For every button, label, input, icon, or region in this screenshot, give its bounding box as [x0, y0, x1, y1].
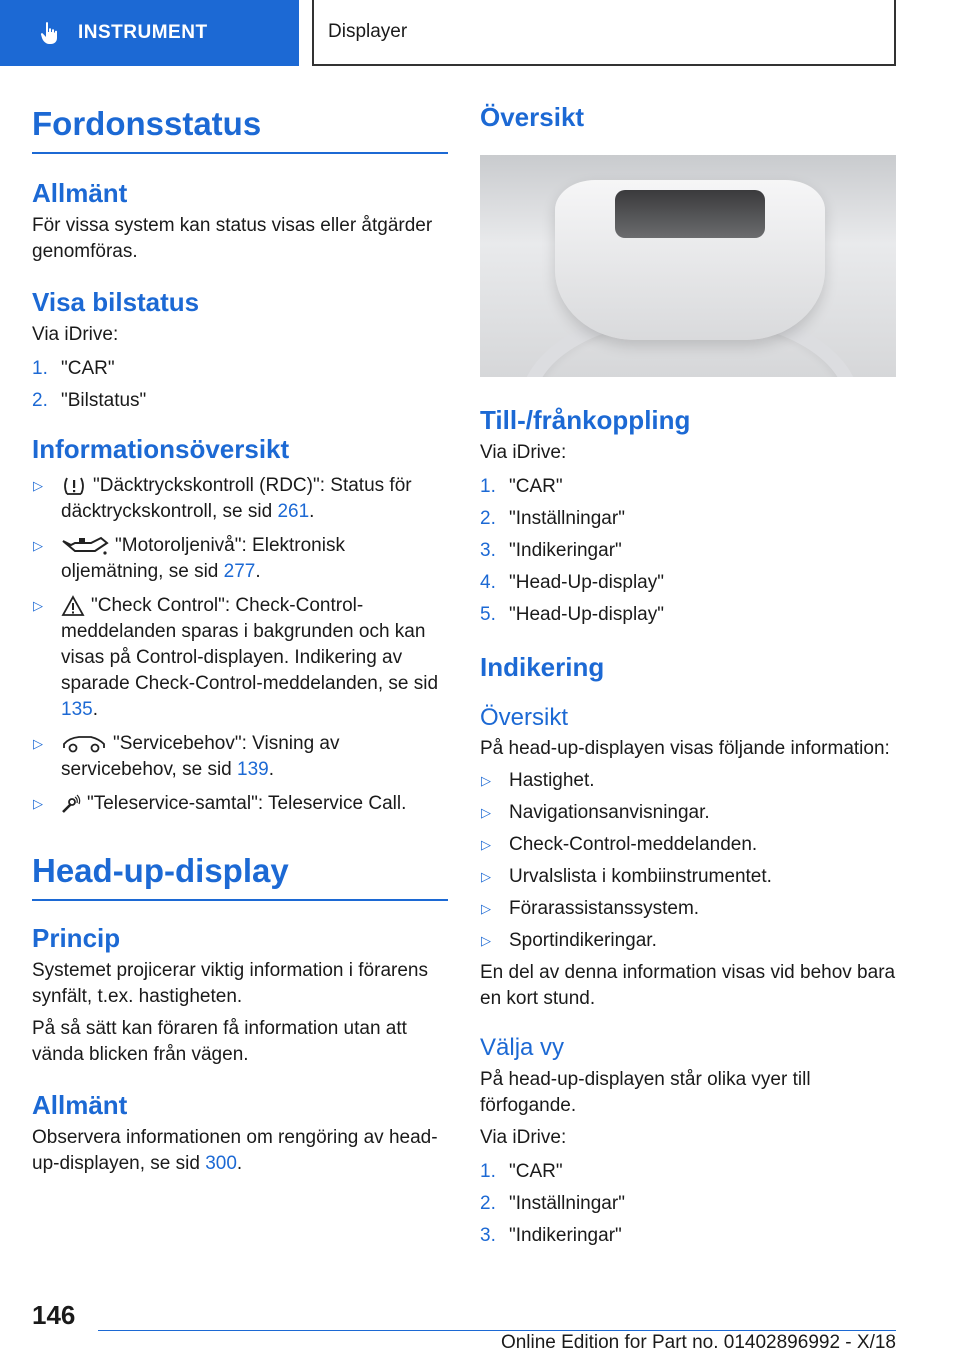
list-text: Check-Control-meddelanden. — [509, 834, 758, 856]
list-item — [32, 731, 448, 783]
punct: . — [255, 561, 261, 583]
list-item — [480, 768, 896, 794]
step-number: 1. — [480, 1161, 496, 1183]
oil-can-icon — [61, 535, 109, 557]
info-text: "Check Control": Check-Control-meddelanden sparas i bakgrunden och kan visas på Control-displayen. Indikering av sparade Check-Control-meddelanden, se sid — [61, 595, 439, 695]
page-link[interactable]: 261 — [277, 501, 310, 523]
step-text: "Head-Up-display" — [509, 604, 664, 626]
page-link[interactable]: 135 — [61, 699, 93, 721]
tire-pressure-icon — [61, 475, 87, 497]
left-column — [32, 96, 448, 1177]
heading-allmant-2: Allmänt — [32, 1089, 128, 1120]
list-text: Navigationsanvisningar. — [509, 802, 710, 824]
list-text: Förarassistanssystem. — [509, 898, 700, 920]
hud-lens-shape — [615, 190, 765, 238]
bullet-triangle-icon: ▷ — [481, 933, 491, 949]
bullet-triangle-icon: ▷ — [481, 869, 491, 885]
step-number: 2. — [32, 389, 48, 411]
list-item — [480, 896, 896, 922]
step-number: 1. — [480, 476, 496, 498]
list-item — [480, 928, 896, 954]
info-text: "Motoroljenivå": Elektronisk oljemätning, se sid — [61, 535, 345, 583]
paragraph-valja-vy: På head-up-displayen står olika vyer till förfogande. — [480, 1069, 811, 1117]
paragraph-allmant: För vissa system kan status visas eller åtgärder genomföras. — [32, 214, 433, 262]
list-item — [32, 533, 448, 585]
page-number: 146 — [32, 1300, 76, 1330]
list-item — [480, 538, 896, 564]
list-item — [480, 864, 896, 890]
step-text: "Head-Up-display" — [509, 572, 664, 594]
head-up-display-photo — [480, 155, 896, 377]
bullet-triangle-icon: ▷ — [481, 837, 491, 853]
list-item — [32, 593, 448, 723]
list-text: Hastighet. — [509, 770, 595, 792]
warning-triangle-icon — [61, 595, 85, 617]
right-column — [480, 96, 896, 1249]
list-item — [480, 474, 896, 500]
heading-head-up-display: Head-up-display — [32, 851, 448, 901]
page-link[interactable]: 300 — [205, 1153, 237, 1175]
list-item — [480, 506, 896, 532]
list-text: Urvalslista i kombiinstrumentet. — [509, 866, 772, 888]
info-text: "Teleservice-samtal": Teleservice Call. — [87, 793, 407, 815]
step-number: 3. — [480, 1225, 496, 1247]
bullet-triangle-icon: ▷ — [33, 538, 43, 554]
steps-visa-bilstatus — [32, 356, 448, 414]
step-text: "CAR" — [509, 476, 563, 498]
list-item — [480, 570, 896, 596]
heading-oversikt: Översikt — [480, 102, 585, 132]
bullet-triangle-icon: ▷ — [33, 736, 43, 752]
step-text: "Bilstatus" — [61, 389, 147, 411]
step-text: "Indikeringar" — [509, 1225, 622, 1247]
paragraph-princip-1: Systemet projicerar viktig information i förarens synfält, t.ex. hastigheten. — [32, 959, 428, 1007]
bullet-triangle-icon: ▷ — [33, 796, 43, 812]
service-car-icon — [61, 733, 107, 755]
tab-instrument-label: INSTRUMENT — [78, 22, 208, 43]
punct: . — [236, 1153, 243, 1175]
step-text: "Indikeringar" — [509, 540, 622, 562]
heading-allmant: Allmänt — [32, 177, 128, 208]
paragraph-princip-2: På så sätt kan föraren få information utan att vända blicken från vägen. — [32, 1017, 407, 1065]
page-link[interactable]: 139 — [237, 759, 269, 781]
bullet-triangle-icon: ▷ — [481, 773, 491, 789]
step-number: 1. — [32, 357, 48, 379]
paragraph-via-idrive: Via iDrive: — [480, 442, 567, 464]
list-item — [480, 1159, 896, 1185]
list-text: Sportindikeringar. — [509, 930, 657, 952]
list-item — [32, 388, 448, 414]
paragraph-del-av-info: En del av denna information visas vid behov bara en kort stund. — [480, 962, 896, 1010]
bullet-triangle-icon: ▷ — [481, 901, 491, 917]
steps-valja-vy — [480, 1159, 896, 1249]
bullet-triangle-icon: ▷ — [33, 598, 43, 614]
pointing-hand-icon — [40, 21, 62, 45]
punct: . — [268, 759, 274, 781]
heading-princip: Princip — [32, 922, 121, 953]
edition-text: Online Edition for Part no. 01402896992 - X/18 — [500, 1332, 896, 1353]
step-text: "CAR" — [61, 357, 115, 379]
heading-informationsoversikt: Informationsöversikt — [32, 433, 290, 464]
info-text: "Däcktryckskontroll (RDC)": Status för däcktryckskontroll, se sid — [61, 475, 412, 523]
list-item — [480, 1223, 896, 1249]
info-text: "Servicebehov": Visning av servicebehov, se sid — [61, 733, 340, 781]
tab-displayer-label: Displayer — [328, 21, 408, 42]
step-number: 2. — [480, 1193, 496, 1215]
page-footer — [0, 1290, 960, 1362]
subheading-valja-vy: Välja vy — [480, 1034, 565, 1062]
paragraph-oversikt: På head-up-displayen visas följande information: — [480, 738, 890, 760]
heading-fordonsstatus: Fordonsstatus — [32, 104, 448, 154]
section-tab-displayer[interactable] — [312, 0, 896, 66]
step-text: "CAR" — [509, 1161, 563, 1183]
paragraph-via-idrive: Via iDrive: — [32, 323, 119, 345]
paragraph-text: Observera informationen om rengöring av head-up-displayen, se sid — [32, 1127, 438, 1175]
hud-info-list — [480, 768, 896, 954]
step-number: 3. — [480, 540, 496, 562]
paragraph-allmant-2 — [32, 1125, 448, 1177]
bullet-triangle-icon: ▷ — [481, 805, 491, 821]
heading-till-frankoppling: Till-/frånkoppling — [480, 405, 691, 436]
heading-visa-bilstatus: Visa bilstatus — [32, 286, 200, 317]
paragraph-via-idrive-2: Via iDrive: — [480, 1127, 567, 1149]
list-item — [480, 800, 896, 826]
step-number: 4. — [480, 572, 496, 594]
list-item — [32, 473, 448, 525]
step-text: "Inställningar" — [509, 508, 625, 530]
punct: . — [92, 699, 98, 721]
page-link[interactable]: 277 — [223, 561, 256, 583]
page-header — [0, 0, 960, 66]
info-overview-list — [32, 473, 448, 817]
bullet-triangle-icon: ▷ — [33, 478, 43, 494]
punct: . — [309, 501, 315, 523]
step-number: 2. — [480, 508, 496, 530]
list-item — [480, 832, 896, 858]
list-item — [32, 791, 448, 817]
step-text: "Inställningar" — [509, 1193, 625, 1215]
section-tab-instrument[interactable] — [0, 0, 299, 66]
list-item — [32, 356, 448, 382]
list-item — [480, 1191, 896, 1217]
heading-indikering: Indikering — [480, 652, 605, 683]
list-item — [480, 602, 896, 628]
footer-divider — [98, 1330, 896, 1331]
step-number: 5. — [480, 604, 496, 626]
steps-till-frankoppling — [480, 474, 896, 628]
wrench-signal-icon — [61, 793, 81, 815]
subheading-oversikt: Översikt — [480, 703, 569, 731]
